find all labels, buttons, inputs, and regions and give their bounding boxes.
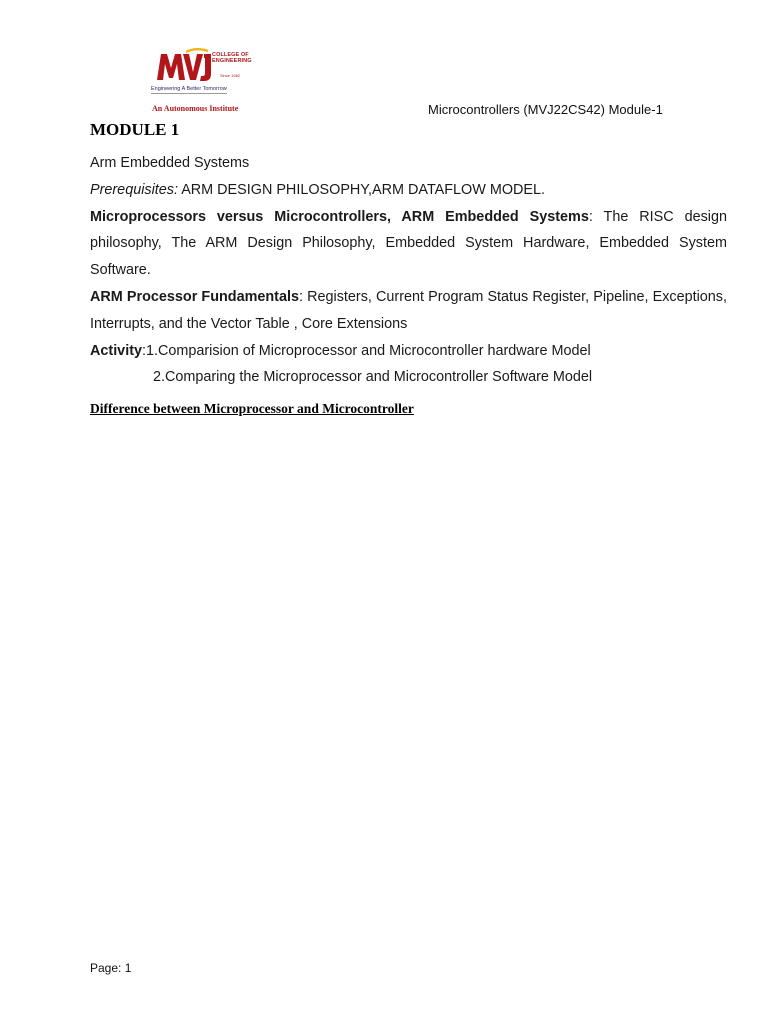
activity-text1: :1.Comparision of Microprocessor and Microcontroller hardware Model	[141, 342, 591, 359]
page-number: Page: 1	[90, 961, 132, 975]
subtitle: Arm Embedded Systems	[90, 155, 250, 171]
section-arm-fundamentals-label: ARM Processor Fundamentals	[90, 288, 299, 305]
activity-label: Activity	[90, 342, 142, 359]
module-heading: MODULE 1	[90, 120, 180, 139]
logo-college-text	[212, 52, 256, 64]
section-arm-fundamentals	[90, 284, 727, 338]
logo-since: Since 1982	[220, 73, 241, 78]
prerequisites-text: ARM DESIGN PHILOSOPHY,ARM DATAFLOW MODEL.	[177, 181, 546, 198]
logo-college-line2: ENGINEERING	[212, 58, 252, 64]
section-arm-fundamentals-text: : Registers, Current Program Status Register, Pipeline, Exceptions, Interrupts, and the Vector Table , Core Extensions	[90, 288, 728, 332]
prerequisites-label: Prerequisites:	[90, 181, 178, 198]
section-microprocessors-label: Microprocessors versus Microcontrollers, ARM Embedded Systems	[90, 208, 589, 225]
mvj-logo-icon	[156, 48, 216, 84]
logo-college-line1: COLLEGE OF	[212, 52, 249, 58]
activity-line2: 2.Comparing the Microprocessor and Microcontroller Software Model	[153, 369, 593, 386]
difference-heading: Difference between Microprocessor and Microcontroller	[90, 401, 414, 416]
header-title: Microcontrollers (MVJ22CS42) Module-1	[428, 102, 663, 117]
activity-line1	[90, 338, 727, 365]
section-microprocessors	[90, 204, 727, 284]
section-microprocessors-text: : The RISC design philosophy, The ARM Design Philosophy, Embedded System Hardware, Embedded System Software.	[90, 208, 727, 279]
logo-tagline: Engineering A Better Tomorrow	[151, 86, 227, 92]
prerequisites-line	[90, 177, 727, 204]
module-content	[90, 150, 727, 391]
college-logo	[148, 48, 260, 118]
logo-autonomous-label: An Autonomous Institute	[152, 104, 239, 113]
